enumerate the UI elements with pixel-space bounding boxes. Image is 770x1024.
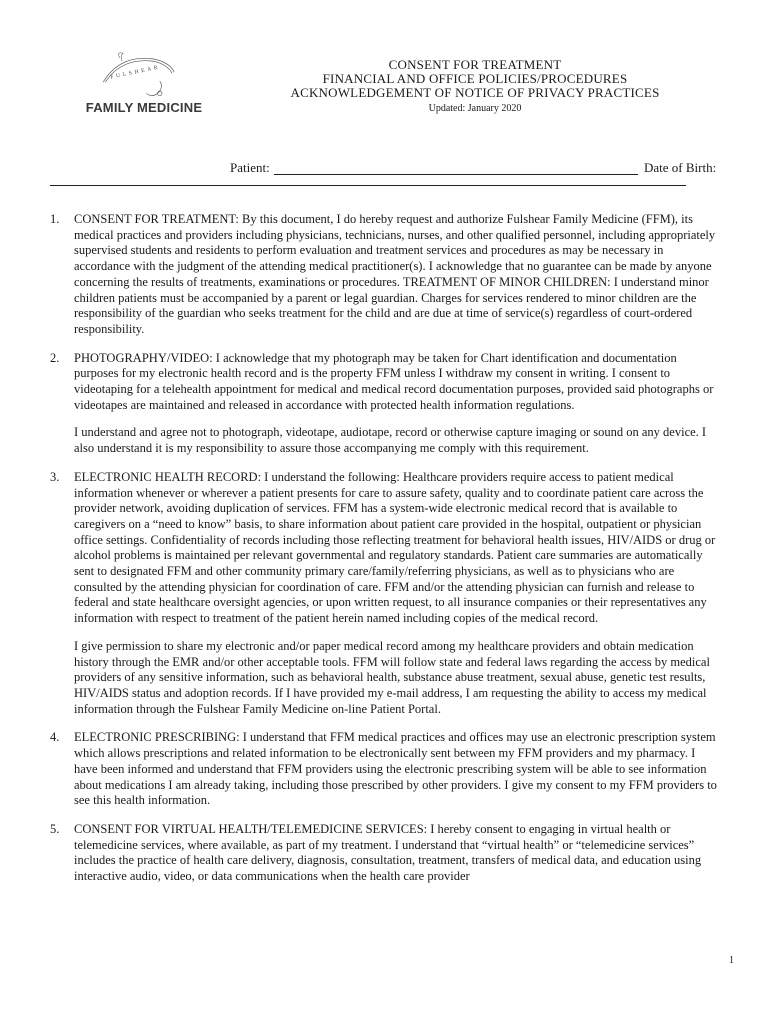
section-paragraph: ELECTRONIC PRESCRIBING: I understand that FFM medical practices and offices may use an electronic prescription system which allows prescriptions and related information to be electronically sent between my FFM providers and my pharmacy. I have been informed and understand that FFM providers using the electronic prescribing system will be able to see information about medications I am already taking, including those prescribed by other providers. I give my consent to my FFM providers to see this health information.: [74, 730, 717, 808]
section-paragraph: CONSENT FOR TREATMENT: By this document, I do hereby request and authorize Fulshear Family Medicine (FFM), its medical practices and providers including physicians, technicians, nurses, and other qualified personnel, including appropriately supervised students and residents to perform evaluation and treatment services and procedures as may be necessary in accordance with the judgment of the attending medical practitioner(s). I acknowledge that no guarantee can be made by anyone concerning the results of treatments, examinations or procedures. TREATMENT OF MINOR CHILDREN: I understand minor children patients must be accompanied by a parent or legal guardian. Charges for services rendered to minor children are the responsibility of the guardian who seeks treatment for the child and are due at time of service(s) regardless of court-ordered responsibility.: [74, 212, 716, 336]
logo-top-text: FULSHEAR: [109, 64, 161, 81]
section-number: 2.: [50, 350, 60, 365]
consent-section: [50, 351, 718, 457]
consent-section: [50, 822, 718, 885]
date-of-birth-label: Date of Birth:: [644, 160, 717, 175]
consent-section: [50, 470, 718, 718]
section-paragraph: CONSENT FOR VIRTUAL HEALTH/TELEMEDICINE SERVICES: I hereby consent to engaging in virtual health or telemedicine services, where available, as part of my treatment. I understand that “virtual health” or “telemedicine services” includes the practice of health care delivery, diagnosis, consultation, treatment, transfers of medical data, and education using interactive audio, video, or data communications when the health care provider: [74, 821, 702, 884]
document-header: [240, 58, 710, 116]
consent-sections: [50, 212, 718, 898]
title-line-1: CONSENT FOR TREATMENT: [388, 57, 562, 72]
practice-logo: [62, 50, 222, 140]
section-paragraph: I give permission to share my electronic and/or paper medical record among my healthcare providers and obtain medication history through the EMR and/or other acceptable tools. FFM will follow state and federal laws regarding the access by medical providers of any sensitive information, such as behavioral health, substance abuse treatment, sexual abuse, genetic test results, HIV/AIDS status and adoption records. If I have provided my e-mail address, I am requesting the ability to access my medical information through the Fulshear Family Medicine on-line Patient Portal.: [74, 638, 710, 716]
patient-name-field[interactable]: [274, 174, 638, 175]
consent-section: [50, 212, 718, 338]
section-number: 1.: [50, 212, 60, 226]
title-line-2: FINANCIAL AND OFFICE POLICIES/PROCEDURES: [322, 71, 628, 86]
section-number: 3.: [50, 469, 60, 484]
consent-section: [50, 730, 718, 809]
page-number: 1: [729, 955, 734, 966]
date-of-birth-field[interactable]: [50, 185, 686, 186]
section-number: 4.: [50, 730, 60, 745]
patient-label: Patient:: [230, 160, 270, 175]
section-paragraph: I understand and agree not to photograph, videotape, audiotape, record or otherwise capture imaging or sound on any device. I also understand it is my responsibility to assure those accompanying me comply with this requirement.: [74, 425, 707, 456]
title-line-3: ACKNOWLEDGEMENT OF NOTICE OF PRIVACY PRACTICES: [290, 85, 660, 100]
section-paragraph: PHOTOGRAPHY/VIDEO: I acknowledge that my photograph may be taken for Chart identification and documentation purposes for my electronic health record and is the property FFM unless I withdraw my consent in writing. I consent to videotaping for a telehealth appointment for medical and medical record documentation purposes, provided said photographs or videotapes are maintained and released in accordance with protected health information regulations.: [74, 350, 714, 412]
section-number: 5.: [50, 821, 60, 836]
logo-name: FAMILY MEDICINE: [85, 100, 203, 115]
stethoscope-icon: [62, 50, 222, 100]
section-paragraph: ELECTRONIC HEALTH RECORD: I understand the following: Healthcare providers require access to patient medical information whenever or wherever a patient presents for care to assure safety, quality and to coordinate patient care across the provider network, avoiding duplication of services. FFM has a system-wide electronic medical record that is available to caregivers on a “need to know” basis, to share information about patient care provided in the hospital, outpatient or physician office settings. Confidentiality of records including those reflecting treatment for behavioral health issues, HIV/AIDS or drug or alcohol problems is maintained per relevant governmental and regulatory standards. Patient care summaries are automatically sent to designated FFM and other community primary care/family/referring physicians, as well as to physicians who are consulted by the attending physician for coordination of care. FFM and/or the attending physician can furnish and release to federal and state healthcare oversight agencies, or upon written request, to all insurance companies or their representatives any information with respect to treatment of the patient herein named including copies of the medical record.: [74, 469, 716, 626]
updated-date: Updated: January 2020: [428, 103, 522, 114]
